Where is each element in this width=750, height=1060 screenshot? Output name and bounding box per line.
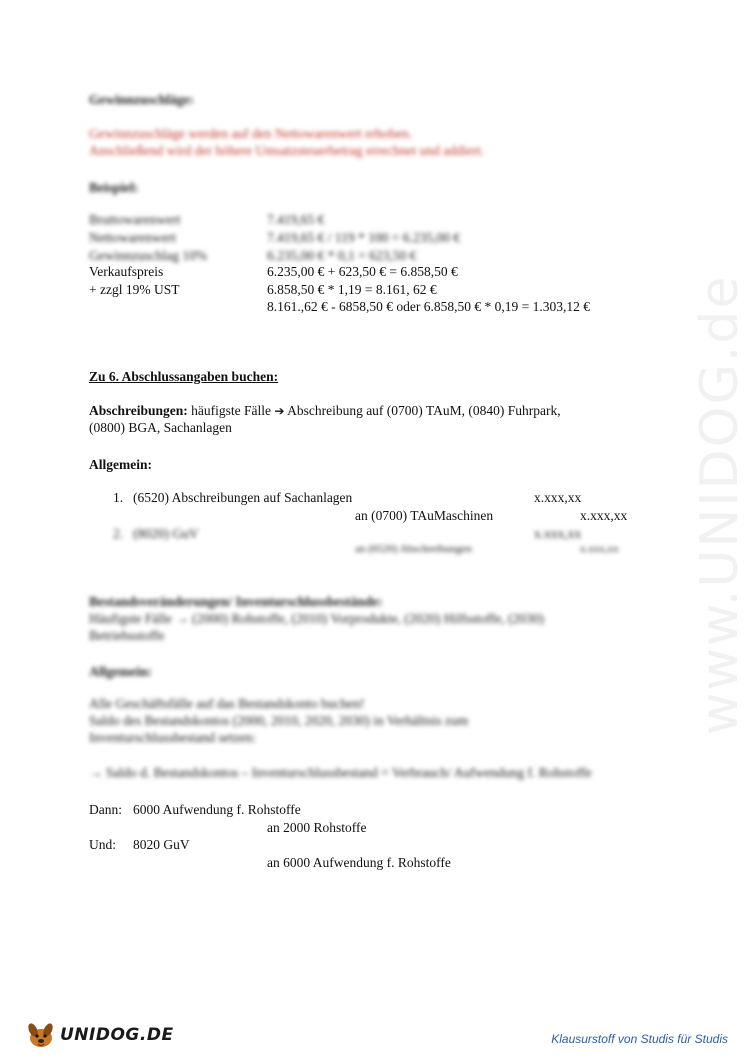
- entry-credit: an (6520) Abschreibungen: [355, 543, 472, 555]
- example-value: 7.419,65 € / 119 * 100 = 6.235,00 €: [267, 230, 461, 245]
- entry-debit: (8020) GuV: [133, 526, 199, 541]
- arrow-right-icon: ➔: [274, 404, 285, 418]
- entry-debit-amount: x.xxx,xx: [534, 526, 582, 541]
- abschreibungen-line-1: [89, 403, 561, 419]
- abschreibungen-label: Abschreibungen:: [89, 403, 188, 418]
- heading-beispiel: Beispiel:: [89, 180, 139, 195]
- watermark: www.UNIDOG.de: [690, 274, 750, 735]
- example-label: Bruttowarenwert: [89, 212, 181, 227]
- bestand-line-2: Betriebsstoffe: [89, 628, 165, 643]
- entry-debit: (6520) Abschreibungen auf Sachanlagen: [133, 490, 353, 505]
- bestand-line-1: Häufigste Fälle → (2000) Rohstoffe, (2010) Vorprodukte, (2020) Hilfsstoffe, (2030): [89, 611, 544, 626]
- heading-allgemein-2: Allgemein:: [89, 664, 152, 679]
- example-value: 6.235,00 € * 0,1 = 623,50 €: [267, 248, 417, 263]
- heading-bestandsveraenderungen: Bestandsveränderungen/ Inventurschlussbestände:: [89, 594, 383, 609]
- und-label: Und:: [89, 837, 116, 852]
- entry-number: 2.: [113, 526, 124, 541]
- bestand-formula: → Saldo d. Bestandskontos – Inventurschlussbestand = Verbrauch/ Aufwendung f. Rohstoffe: [89, 765, 592, 780]
- entry-debit-amount: x.xxx,xx: [534, 490, 582, 505]
- dog-icon: [24, 1020, 58, 1050]
- entry-credit-amount: x.xxx,xx: [580, 543, 619, 555]
- unidog-logo[interactable]: [24, 1020, 174, 1050]
- entry-number: 1.: [113, 490, 124, 505]
- example-value: 7.419,65 €: [267, 212, 325, 227]
- heading-gewinnzuschlaege: Gewinnzuschläge:: [89, 92, 195, 107]
- rule-line-1: Gewinnzuschläge werden auf den Nettowarenwert erhoben.: [89, 126, 413, 141]
- dann-credit: an 2000 Rohstoffe: [267, 820, 367, 835]
- heading-abschlussangaben: Zu 6. Abschlussangaben buchen:: [89, 369, 279, 384]
- brand-text: UNIDOG.DE: [60, 1025, 174, 1045]
- dann-debit: 6000 Aufwendung f. Rohstoffe: [133, 802, 301, 817]
- example-value: 8.161.,62 € - 6858,50 € oder 6.858,50 € * 0,19 = 1.303,12 €: [267, 299, 590, 314]
- example-label: Verkaufspreis: [89, 264, 164, 279]
- example-label: Gewinnzuschlag 10%: [89, 248, 208, 263]
- abschreibungen-line-2: (0800) BGA, Sachanlagen: [89, 420, 232, 435]
- rule-line-2: Anschließend wird der höhere Umsatzsteuerbetrag errechnet und addiert.: [89, 143, 485, 158]
- abschreibungen-text: Abschreibung auf (0700) TAuM, (0840) Fuhrpark,: [284, 403, 561, 418]
- example-label: Nettowarenwert: [89, 230, 176, 245]
- example-value: 6.235,00 € + 623,50 € = 6.858,50 €: [267, 264, 458, 279]
- abschreibungen-text: häufigste Fälle: [187, 403, 275, 418]
- example-value: 6.858,50 € * 1,19 = 8.161, 62 €: [267, 282, 437, 297]
- dann-label: Dann:: [89, 802, 122, 817]
- und-credit: an 6000 Aufwendung f. Rohstoffe: [267, 855, 451, 870]
- entry-credit-amount: x.xxx,xx: [580, 508, 628, 523]
- bestand-text-3: Inventurschlussbestand setzen:: [89, 730, 256, 745]
- entry-credit: an (0700) TAuMaschinen: [355, 508, 494, 523]
- example-label: + zzgl 19% UST: [89, 282, 180, 297]
- bestand-text-1: Alle Geschäftsfälle auf das Bestandskonto buchen!: [89, 696, 365, 711]
- und-debit: 8020 GuV: [133, 837, 190, 852]
- footer-tagline: Klausurstoff von Studis für Studis: [551, 1032, 728, 1046]
- bestand-text-2: Saldo des Bestandskontos (2000, 2010, 2020, 2030) in Verhältnis zum: [89, 713, 469, 728]
- heading-allgemein: Allgemein:: [89, 457, 152, 472]
